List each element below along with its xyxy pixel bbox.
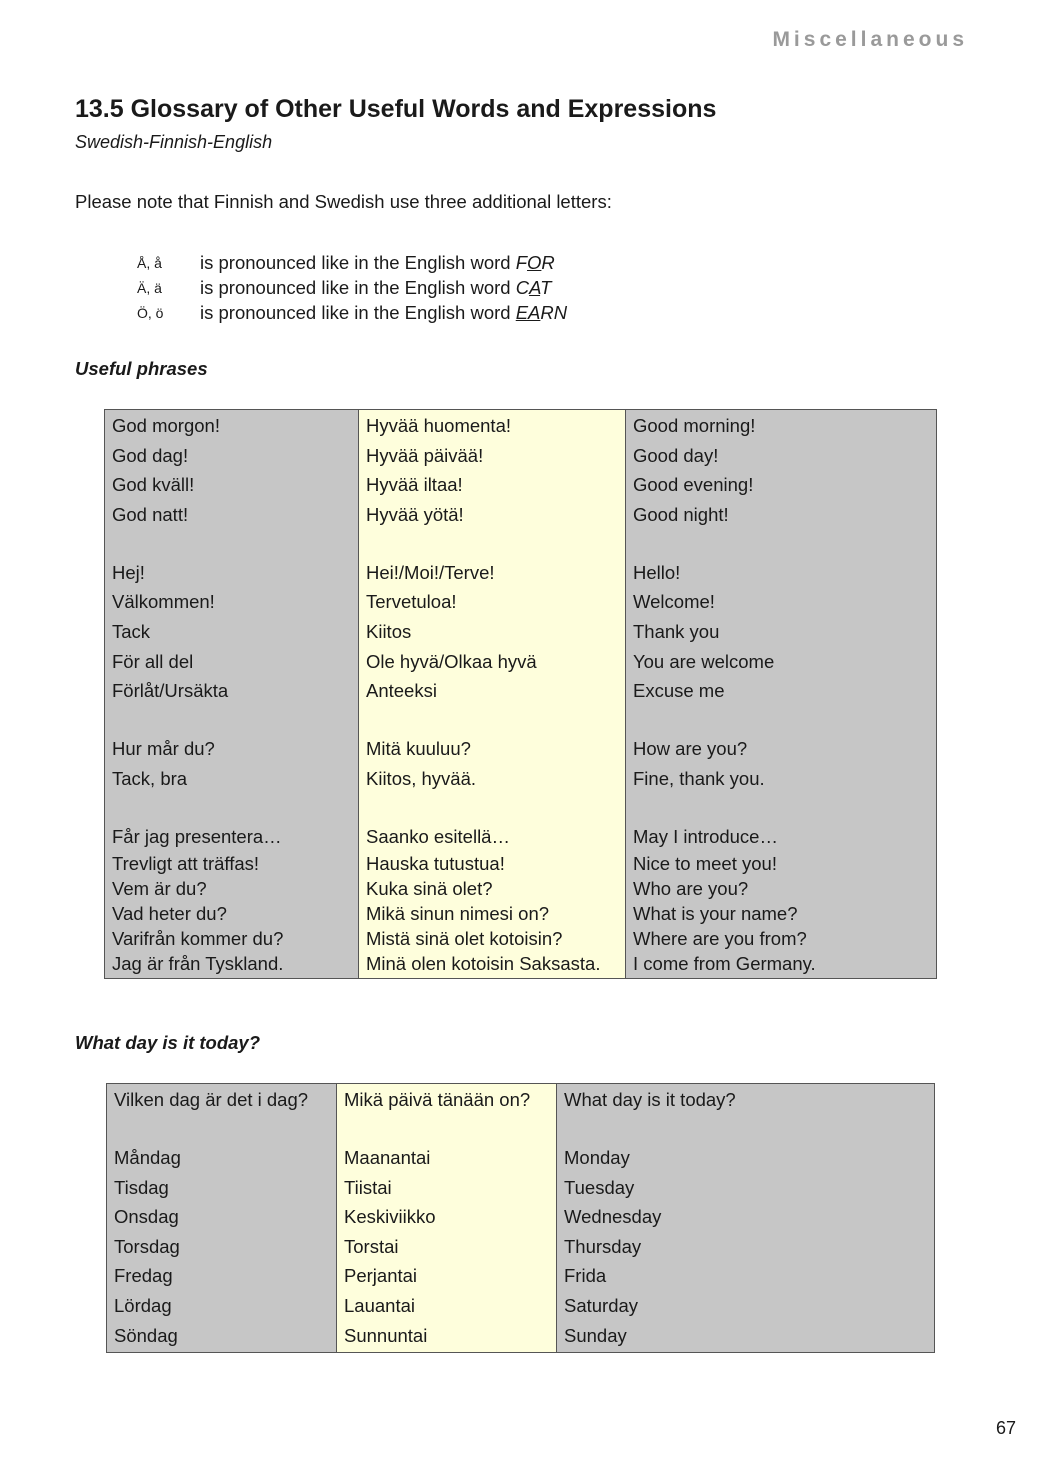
- finnish-cell: Mitä kuuluu?: [359, 734, 626, 764]
- swedish-cell: Välkommen!: [105, 587, 359, 617]
- finnish-cell: Hyvää huomenta!: [359, 410, 626, 441]
- running-head: Miscellaneous: [772, 28, 968, 51]
- finnish-cell: Kuka sinä olet?: [359, 876, 626, 901]
- english-cell: [626, 793, 937, 821]
- table-row: [105, 951, 937, 979]
- table-row: [107, 1291, 935, 1321]
- table-row: [105, 764, 937, 794]
- letter-item: [137, 275, 567, 300]
- table-row: [107, 1143, 935, 1173]
- finnish-cell: Hyvää iltaa!: [359, 470, 626, 500]
- swedish-cell: Tisdag: [107, 1173, 337, 1203]
- english-cell: What day is it today?: [557, 1084, 935, 1115]
- english-cell: Good day!: [626, 441, 937, 471]
- swedish-cell: God dag!: [105, 441, 359, 471]
- swedish-cell: [107, 1115, 337, 1143]
- table-row: [105, 793, 937, 821]
- english-cell: You are welcome: [626, 647, 937, 677]
- table-row: [107, 1321, 935, 1353]
- finnish-cell: Keskiviikko: [337, 1202, 557, 1232]
- table-row: [107, 1115, 935, 1143]
- english-cell: Saturday: [557, 1291, 935, 1321]
- english-cell: Wednesday: [557, 1202, 935, 1232]
- finnish-cell: Kiitos, hyvää.: [359, 764, 626, 794]
- english-cell: Frida: [557, 1261, 935, 1291]
- table-row: [105, 558, 937, 588]
- table-row: [105, 470, 937, 500]
- english-cell: What is your name?: [626, 901, 937, 926]
- finnish-cell: Mistä sinä olet kotoisin?: [359, 926, 626, 951]
- swedish-cell: Torsdag: [107, 1232, 337, 1262]
- swedish-cell: Vad heter du?: [105, 901, 359, 926]
- swedish-cell: Vem är du?: [105, 876, 359, 901]
- page-subtitle: Swedish-Finnish-English: [75, 132, 273, 152]
- finnish-cell: Tiistai: [337, 1173, 557, 1203]
- finnish-cell: Hyvää yötä!: [359, 500, 626, 530]
- letter-symbol: Å, å: [137, 254, 162, 271]
- table-row: [107, 1173, 935, 1203]
- english-cell: Excuse me: [626, 676, 937, 706]
- useful-phrases-table: [104, 409, 937, 979]
- finnish-cell: Mikä päivä tänään on?: [337, 1084, 557, 1115]
- section-heading-what-day: What day is it today?: [75, 1032, 261, 1053]
- english-cell: [626, 706, 937, 734]
- english-cell: May I introduce…: [626, 822, 937, 852]
- swedish-cell: Varifrån kommer du?: [105, 926, 359, 951]
- english-cell: Monday: [557, 1143, 935, 1173]
- english-cell: Nice to meet you!: [626, 851, 937, 876]
- english-cell: [626, 529, 937, 557]
- english-cell: I come from Germany.: [626, 951, 937, 979]
- letter-description: is pronounced like in the English word CAT: [200, 276, 552, 298]
- english-cell: Good evening!: [626, 470, 937, 500]
- table-row: [105, 876, 937, 901]
- english-cell: Sunday: [557, 1321, 935, 1353]
- table-row: [105, 901, 937, 926]
- letter-symbol: Ö, ö: [137, 304, 164, 321]
- swedish-cell: God kväll!: [105, 470, 359, 500]
- table-row: [105, 676, 937, 706]
- table-row: [105, 822, 937, 852]
- page-number: 67: [995, 1418, 1016, 1438]
- swedish-cell: Tack: [105, 617, 359, 647]
- swedish-cell: [105, 706, 359, 734]
- table-row: [105, 706, 937, 734]
- finnish-cell: [359, 706, 626, 734]
- swedish-cell: Söndag: [107, 1321, 337, 1353]
- finnish-cell: Hauska tutustua!: [359, 851, 626, 876]
- english-cell: Hello!: [626, 558, 937, 588]
- finnish-cell: Mikä sinun nimesi on?: [359, 901, 626, 926]
- swedish-cell: [105, 793, 359, 821]
- english-cell: Welcome!: [626, 587, 937, 617]
- finnish-cell: Hyvää päivää!: [359, 441, 626, 471]
- letter-item: [137, 250, 567, 275]
- table-row: [105, 529, 937, 557]
- finnish-cell: Sunnuntai: [337, 1321, 557, 1353]
- table-row: [105, 441, 937, 471]
- finnish-cell: Maanantai: [337, 1143, 557, 1173]
- swedish-cell: Lördag: [107, 1291, 337, 1321]
- swedish-cell: God morgon!: [105, 410, 359, 441]
- finnish-cell: Saanko esitellä…: [359, 822, 626, 852]
- table-row: [105, 734, 937, 764]
- finnish-cell: Hei!/Moi!/Terve!: [359, 558, 626, 588]
- english-cell: Thank you: [626, 617, 937, 647]
- table-row: [105, 851, 937, 876]
- english-cell: Good night!: [626, 500, 937, 530]
- finnish-cell: Tervetuloa!: [359, 587, 626, 617]
- finnish-cell: Lauantai: [337, 1291, 557, 1321]
- letter-item: [137, 300, 567, 325]
- swedish-cell: Fredag: [107, 1261, 337, 1291]
- swedish-cell: För all del: [105, 647, 359, 677]
- english-cell: Fine, thank you.: [626, 764, 937, 794]
- what-day-table: [106, 1083, 935, 1353]
- swedish-cell: [105, 529, 359, 557]
- swedish-cell: God natt!: [105, 500, 359, 530]
- table-row: [105, 647, 937, 677]
- swedish-cell: Tack, bra: [105, 764, 359, 794]
- english-cell: Good morning!: [626, 410, 937, 441]
- finnish-cell: Ole hyvä/Olkaa hyvä: [359, 647, 626, 677]
- table-row: [107, 1261, 935, 1291]
- finnish-cell: Anteeksi: [359, 676, 626, 706]
- swedish-cell: Vilken dag är det i dag?: [107, 1084, 337, 1115]
- table-row: [107, 1084, 935, 1115]
- swedish-cell: Onsdag: [107, 1202, 337, 1232]
- table-row: [105, 587, 937, 617]
- english-cell: How are you?: [626, 734, 937, 764]
- table-row: [107, 1232, 935, 1262]
- swedish-cell: Jag är från Tyskland.: [105, 951, 359, 979]
- swedish-cell: Hej!: [105, 558, 359, 588]
- finnish-cell: [359, 529, 626, 557]
- english-cell: Tuesday: [557, 1173, 935, 1203]
- letter-description: is pronounced like in the English word EARN: [200, 301, 568, 323]
- finnish-cell: Torstai: [337, 1232, 557, 1262]
- table-row: [107, 1202, 935, 1232]
- english-cell: Who are you?: [626, 876, 937, 901]
- swedish-cell: Måndag: [107, 1143, 337, 1173]
- table-row: [105, 926, 937, 951]
- table-row: [105, 500, 937, 530]
- finnish-cell: [359, 793, 626, 821]
- letter-symbol: Ä, ä: [137, 279, 162, 296]
- table-row: [105, 410, 937, 441]
- page-title: 13.5 Glossary of Other Useful Words and Expressions: [75, 95, 717, 123]
- swedish-cell: Får jag presentera…: [105, 822, 359, 852]
- english-cell: Where are you from?: [626, 926, 937, 951]
- letter-description: is pronounced like in the English word FOR: [200, 251, 555, 273]
- finnish-cell: [337, 1115, 557, 1143]
- section-heading-useful-phrases: Useful phrases: [75, 358, 208, 379]
- finnish-cell: Kiitos: [359, 617, 626, 647]
- table-row: [105, 617, 937, 647]
- intro-paragraph: Please note that Finnish and Swedish use three additional letters:: [75, 191, 612, 212]
- swedish-cell: Trevligt att träffas!: [105, 851, 359, 876]
- swedish-cell: Förlåt/Ursäkta: [105, 676, 359, 706]
- english-cell: Thursday: [557, 1232, 935, 1262]
- swedish-cell: Hur mår du?: [105, 734, 359, 764]
- english-cell: [557, 1115, 935, 1143]
- finnish-cell: Minä olen kotoisin Saksasta.: [359, 951, 626, 979]
- letter-list: [137, 250, 567, 325]
- finnish-cell: Perjantai: [337, 1261, 557, 1291]
